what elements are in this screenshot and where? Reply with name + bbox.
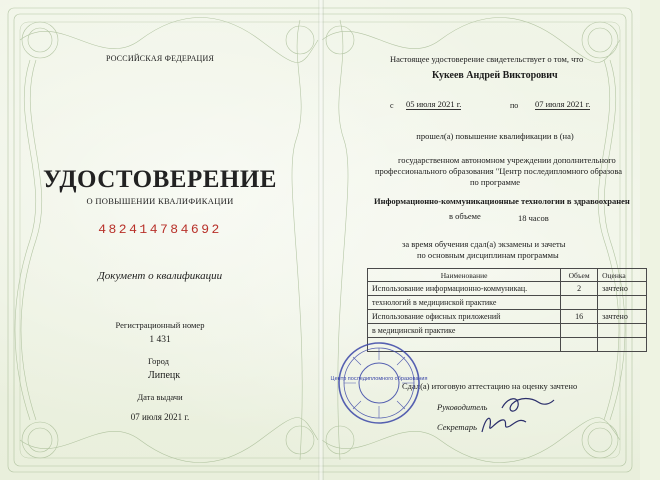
cell-grade: зачтено [598,282,647,296]
cell-discipline: технологий в медицинской практике [368,296,561,310]
head-label: Руководитель [437,402,488,412]
program-label: по программе [470,177,521,187]
cell-discipline: Использование офисных приложений [368,310,561,324]
organization-line-2: профессионального образования "Центр последипломного образова [375,166,623,176]
country-label: РОССИЙСКАЯ ФЕДЕРАЦИЯ [105,54,215,63]
city-label: Город [148,356,169,366]
issue-date-label: Дата выдачи [137,392,183,402]
header-name: Наименование [368,269,561,282]
cell-grade [598,338,647,352]
exams-text-line-2: по основным дисциплинам программы [417,250,559,260]
volume-value: 18 часов [518,213,549,223]
stamp-text: Центр последипломного образования [330,376,428,382]
program-name: Информационно-коммуникационные технологии в здравоохранен [374,196,630,206]
cell-volume: 16 [561,310,598,324]
passed-text: прошел(а) повышение квалификации в (на) [416,131,574,141]
certificate-title: УДОСТОВЕРЕНИЕ [43,166,277,193]
serial-number: 482414784692 [98,222,222,237]
registration-number: 1 431 [149,335,171,345]
header-grade: Оценка [598,269,647,282]
cell-volume [561,338,598,352]
cell-discipline: в медицинской практике [368,324,561,338]
city-value: Липецк [148,370,181,381]
cell-discipline: Использование информационно-коммуникац. [368,282,561,296]
date-from: 05 июля 2021 г. [406,99,462,109]
secretary-label: Секретарь [437,422,477,432]
cell-grade: зачтено [598,310,647,324]
table-row [368,282,647,296]
registration-number-label: Регистрационный номер [115,320,205,330]
cell-grade [598,296,647,310]
intro-text: Настоящее удостоверение свидетельствует о том, что [390,54,584,64]
issue-date: 07 июля 2021 г. [130,412,190,422]
date-to-label: по [510,101,519,110]
final-attestation: Сдал(а) итоговую аттестацию на оценку зачтено [402,381,578,391]
cell-volume [561,324,598,338]
secretary-signature [478,412,532,436]
table-row [368,296,647,310]
organization-line-1: государственном автономном учреждении дополнительного [398,155,616,165]
header-volume: Объем [561,269,598,282]
table-row [368,324,647,338]
date-to: 07 июля 2021 г. [535,99,591,109]
volume-label: в объеме [449,211,481,221]
center-fold [318,0,324,480]
date-from-label: с [390,101,394,110]
organization-stamp [330,340,428,426]
cell-grade [598,324,647,338]
cell-volume: 2 [561,282,598,296]
document-kind: Документ о квалификации [97,270,223,282]
cell-volume [561,296,598,310]
certificate-subtitle: О ПОВЫШЕНИИ КВАЛИФИКАЦИИ [86,196,234,206]
exams-text-line-1: за время обучения сдал(а) экзамены и зачеты [402,239,566,249]
person-name: Кукеев Андрей Викторович [432,70,558,81]
table-row [368,310,647,324]
table-header-row [368,269,647,282]
